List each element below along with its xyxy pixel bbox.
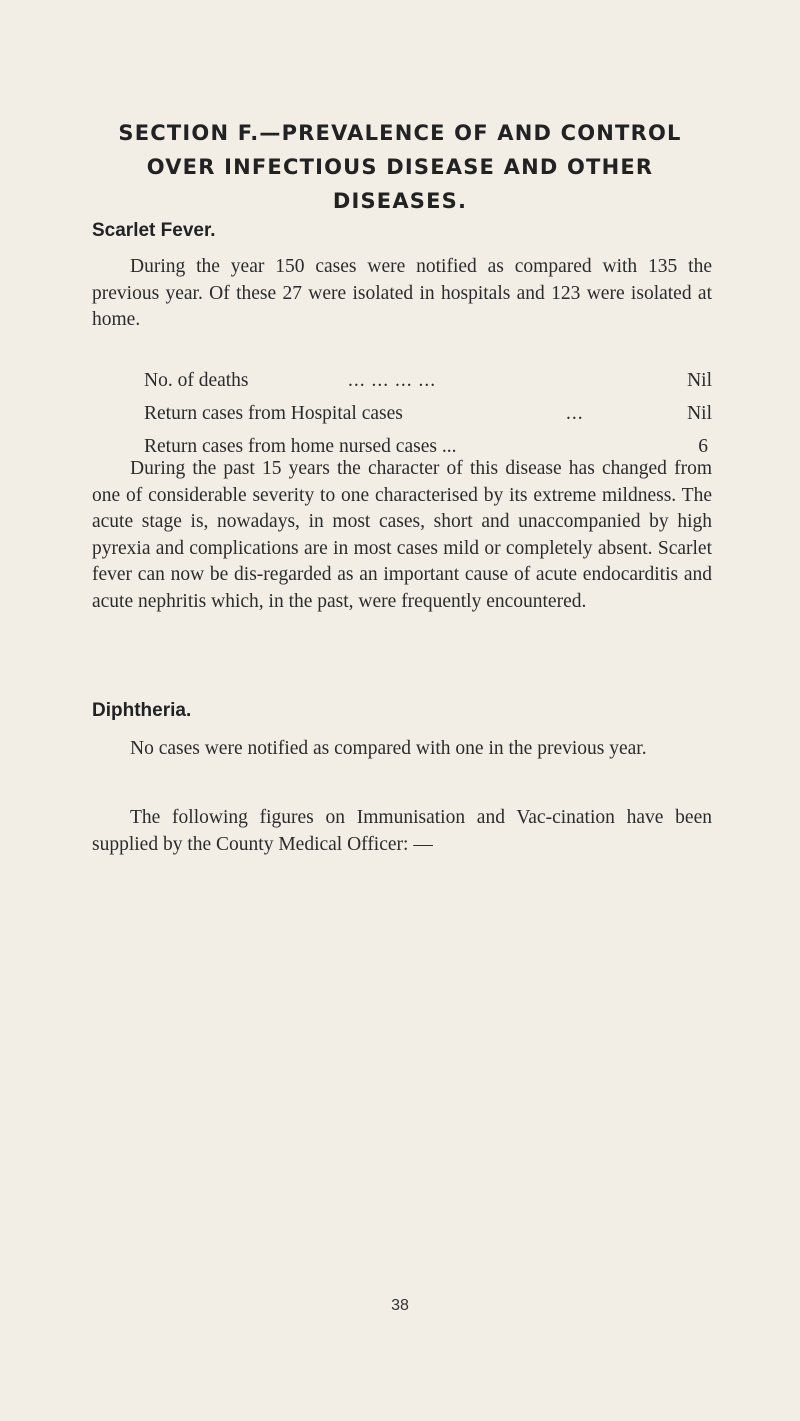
stat-value: 6	[698, 436, 708, 457]
scarlet-fever-discussion: During the past 15 years the character of this disease has changed from one of considerable severity to one characterised by its extreme mildness. The acute stage is, nowadays, in most cases, short and unaccompanied by high pyrexia and complications are in most cases mild or completely absent. Scarlet fever can now be dis-regarded as an important cause of acute endocarditis and acute nephritis which, in the past, were frequently encountered.	[92, 458, 712, 612]
stat-label: Return cases from home nursed cases ...	[144, 436, 457, 457]
diphtheria-notified: No cases were notified as compared with one in the previous year.	[130, 738, 647, 759]
stat-leader-dots: ... ... ... ...	[348, 370, 437, 391]
stat-row-hospital-returns	[144, 397, 712, 430]
stat-value: Nil	[687, 403, 712, 424]
immunisation-intro: The following figures on Immunisation and Vac-cination have been supplied by the County Medical Officer: —	[92, 807, 712, 855]
stat-value: Nil	[687, 370, 712, 391]
stat-row-deaths	[144, 364, 712, 397]
section-title: SECTION F.—PREVALENCE OF AND CONTROL OVER INFECTIOUS DISEASE AND OTHER DISEASES.	[118, 121, 682, 213]
diphtheria-heading: Diphtheria.	[92, 700, 192, 721]
stat-leader-dots: ...	[566, 403, 584, 424]
scarlet-fever-heading: Scarlet Fever.	[92, 220, 216, 241]
stat-label: Return cases from Hospital cases	[144, 403, 403, 424]
scarlet-fever-stats	[144, 364, 712, 463]
page-number: 38	[391, 1297, 409, 1314]
scarlet-fever-intro: During the year 150 cases were notified as compared with 135 the previous year. Of these 27 were isolated in hospitals and 123 were isolated at home.	[92, 256, 712, 330]
stat-label: No. of deaths	[144, 370, 249, 391]
